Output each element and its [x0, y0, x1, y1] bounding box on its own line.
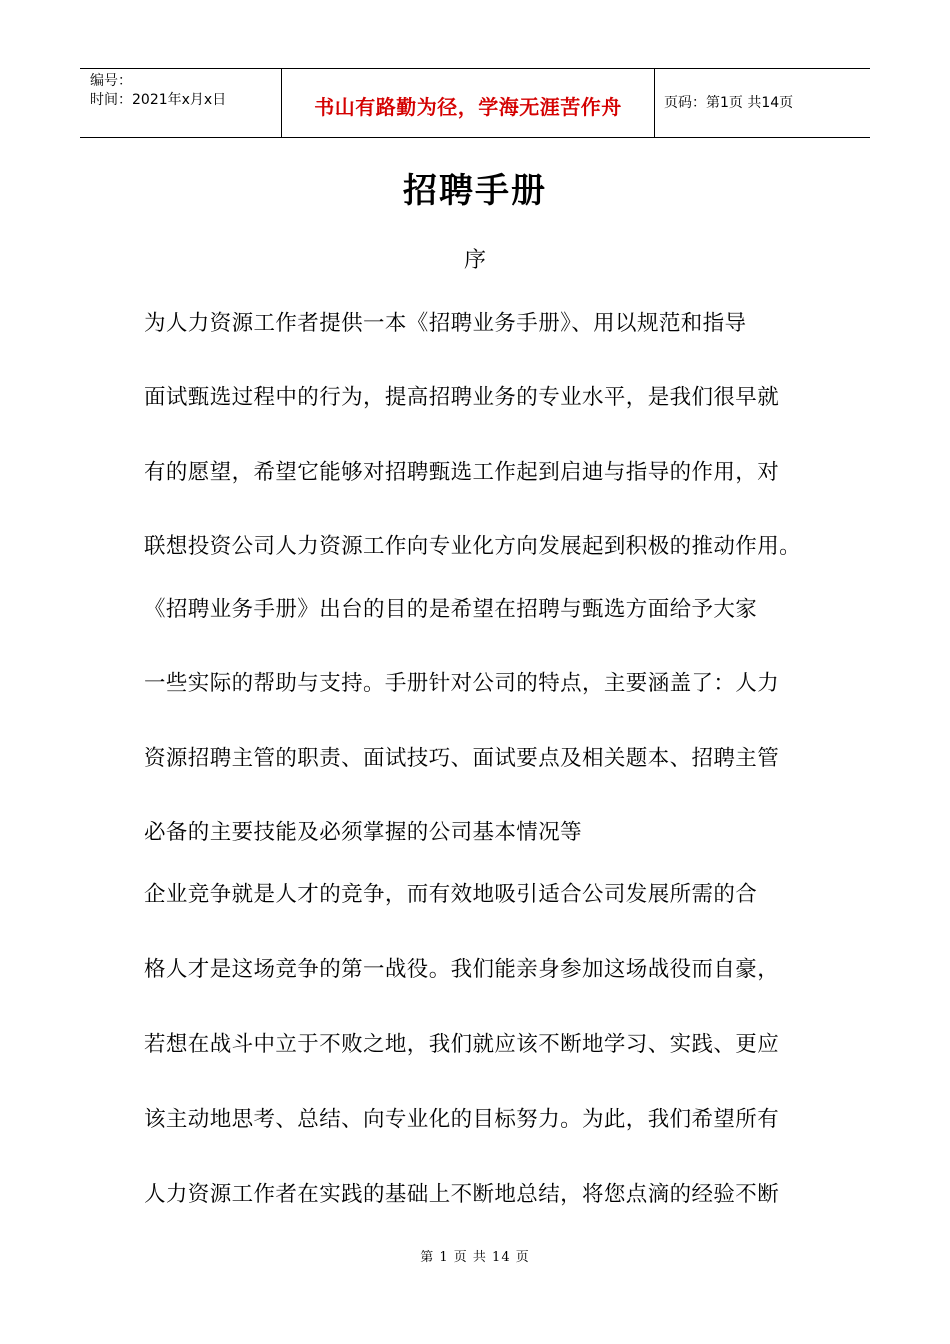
document-title: 招聘手册 [403, 171, 547, 211]
body-line: 必备的主要技能及必须掌握的公司基本情况等 [144, 820, 583, 845]
body-line: 格人才是这场竞争的第一战役。我们能亲身参加这场战役而自豪， [144, 957, 780, 982]
document-date-label: 时间：2021年x月x日 [90, 92, 227, 108]
header-page-cell [654, 69, 870, 137]
body-line: 联想投资公司人力资源工作向专业化方向发展起到积极的推动作用。 [144, 534, 802, 559]
header-table [80, 68, 870, 138]
page-footer: 第 1 页 共 14 页 [420, 1250, 530, 1265]
body-line: 一些实际的帮助与支持。手册针对公司的特点，主要涵盖了：人力 [144, 671, 780, 696]
body-line: 该主动地思考、总结、向专业化的目标努力。为此，我们希望所有 [144, 1107, 780, 1132]
header-info-cell [80, 69, 280, 137]
body-line: 面试甄选过程中的行为，提高招聘业务的专业水平，是我们很早就 [144, 385, 780, 410]
header-motto: 书山有路勤为径，学海无涯苦作舟 [314, 95, 622, 119]
body-line: 人力资源工作者在实践的基础上不断地总结，将您点滴的经验不断 [144, 1182, 780, 1207]
document-number-label: 编号： [90, 73, 132, 89]
section-heading: 序 [463, 248, 486, 273]
body-line: 为人力资源工作者提供一本《招聘业务手册》、用以规范和指导 [144, 311, 747, 336]
body-line: 《招聘业务手册》出台的目的是希望在招聘与甄选方面给予大家 [144, 597, 758, 622]
body-line: 若想在战斗中立于不败之地，我们就应该不断地学习、实践、更应 [144, 1032, 780, 1057]
header-motto-cell [281, 69, 655, 137]
header-page-number: 页码：第1页 共14页 [664, 95, 794, 111]
body-line: 有的愿望，希望它能够对招聘甄选工作起到启迪与指导的作用，对 [144, 460, 780, 485]
body-line: 企业竞争就是人才的竞争，而有效地吸引适合公司发展所需的合 [144, 882, 758, 907]
body-line: 资源招聘主管的职责、面试技巧、面试要点及相关题本、招聘主管 [144, 746, 780, 771]
